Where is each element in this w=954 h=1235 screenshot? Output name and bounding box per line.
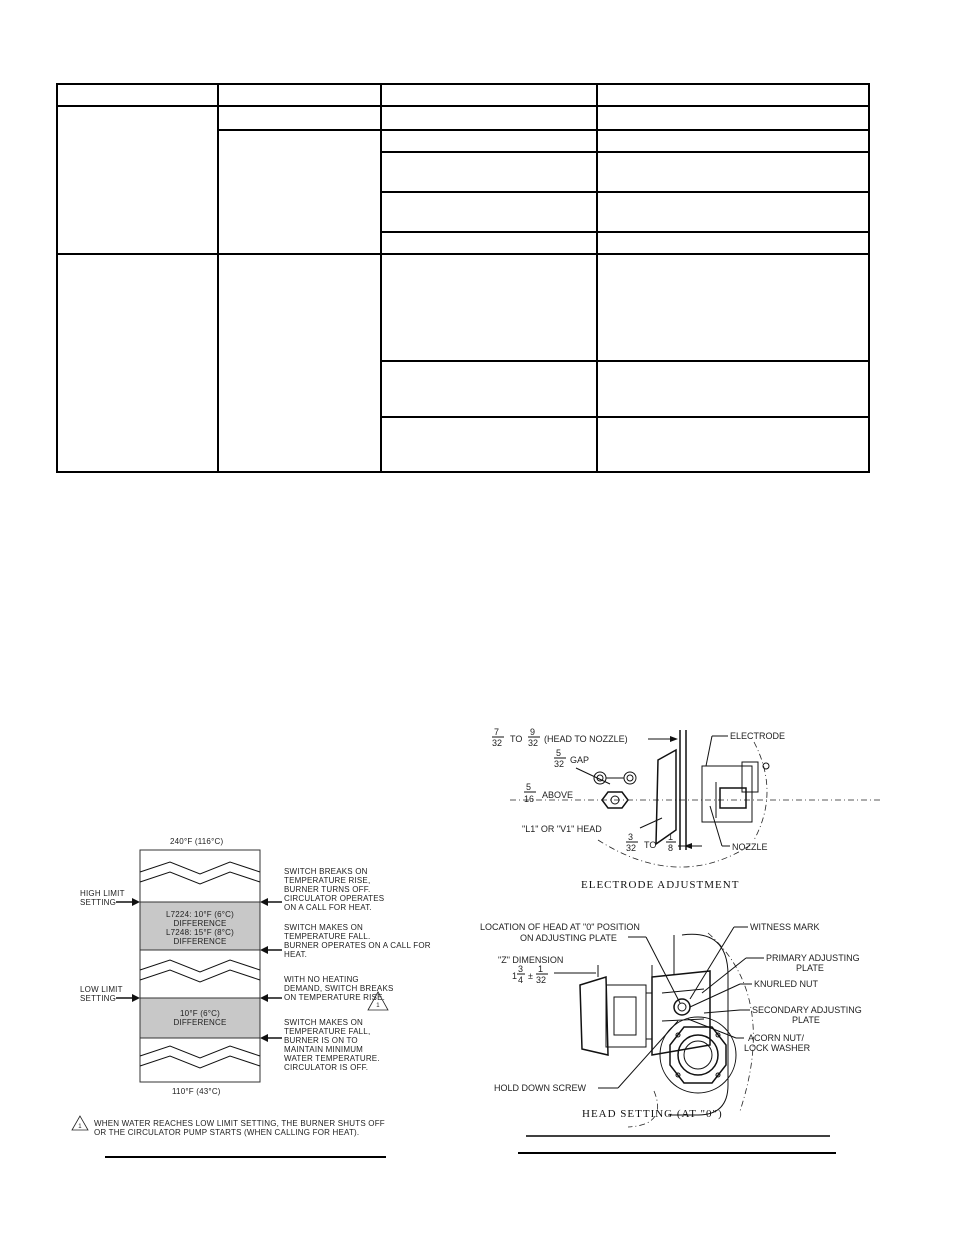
head-setting-diagram [478, 915, 878, 1160]
triangle-number: 1 [376, 1003, 380, 1009]
table-row-rule [380, 191, 868, 193]
note-line: MAINTAIN MINIMUM [284, 1045, 364, 1054]
fraction-denominator: 32 [528, 738, 539, 748]
fraction-denominator: 32 [492, 738, 503, 748]
note-line: TEMPERATURE RISE, [284, 876, 371, 885]
z-whole: 1 [512, 971, 518, 981]
note-line: SWITCH BREAKS ON [284, 867, 368, 876]
gap-label: GAP [570, 755, 590, 765]
table-column-divider [380, 85, 382, 471]
fraction-denominator: 32 [536, 975, 547, 985]
limit-control-diagram [60, 820, 450, 1160]
location-label: ON ADJUSTING PLATE [520, 933, 617, 943]
electrode-caption: ELECTRODE ADJUSTMENT [581, 879, 740, 891]
head-to-nozzle-label: (HEAD TO NOZZLE) [544, 734, 628, 744]
fraction-denominator: 32 [554, 759, 565, 769]
fraction-numerator: 1 [538, 964, 544, 974]
fraction-denominator: 8 [668, 843, 674, 853]
burner-head [656, 750, 676, 844]
table-row-rule [380, 416, 868, 418]
table-row-rule [380, 231, 868, 233]
primary-plate-label: PLATE [796, 963, 824, 973]
table-column-divider [596, 85, 598, 471]
high-limit-label: SETTING [80, 898, 117, 907]
electrode-label: ELECTRODE [730, 731, 786, 741]
to-label: TO [510, 734, 523, 744]
table-row-rule [380, 360, 868, 362]
blower-housing [668, 934, 728, 1115]
high-band-line: DIFFERENCE [173, 937, 227, 946]
table-row-rule [58, 253, 868, 255]
adjusting-knob [674, 999, 690, 1015]
fraction-numerator: 5 [526, 782, 532, 792]
note-line: BURNER OPERATES ON A CALL FOR [284, 941, 431, 950]
low-limit-label: SETTING [80, 994, 117, 1003]
table-header-rule [58, 105, 868, 107]
low-limit-label: LOW LIMIT [80, 985, 123, 994]
bottom-temperature-label: 110°F (43°C) [172, 1087, 221, 1096]
fraction-numerator: 3 [518, 964, 524, 974]
location-label: LOCATION OF HEAD AT "0" POSITION [480, 922, 640, 932]
electrode-adjustment-diagram [480, 722, 900, 894]
fraction-numerator: 1 [668, 832, 674, 842]
high-limit-label: HIGH LIMIT [80, 889, 125, 898]
fraction-numerator: 5 [556, 748, 562, 758]
fraction-denominator: 32 [626, 843, 637, 853]
note-line: CIRCULATOR OPERATES [284, 894, 385, 903]
low-band-line: 10°F (6°C) [180, 1009, 220, 1018]
note-line: WATER TEMPERATURE. [284, 1054, 380, 1063]
fraction-denominator: 4 [518, 975, 524, 985]
acorn-nut-label: ACORN NUT/ [748, 1033, 804, 1043]
note-line: SWITCH MAKES ON [284, 1018, 364, 1027]
table-row-rule [380, 151, 868, 153]
fraction-numerator: 7 [494, 727, 500, 737]
fraction-denominator: 16 [524, 794, 535, 804]
acorn-nut-label: LOCK WASHER [744, 1043, 811, 1053]
plus-minus: ± [528, 971, 533, 981]
high-band-line: L7224: 10°F (6°C) [165, 910, 235, 919]
note-line: ON A CALL FOR HEAT. [284, 903, 372, 912]
secondary-plate-label: PLATE [792, 1015, 820, 1025]
primary-plate-label: PRIMARY ADJUSTING [766, 953, 860, 963]
note-line: SWITCH MAKES ON [284, 923, 364, 932]
footnote-line: OR THE CIRCULATOR PUMP STARTS (WHEN CALLING FOR HEAT). [94, 1128, 360, 1137]
burner-head [580, 977, 608, 1055]
fraction-numerator: 9 [530, 727, 536, 737]
head-type-label: "L1" OR "V1" HEAD [522, 824, 602, 834]
table-column-divider [217, 85, 219, 471]
to-label: TO [644, 840, 657, 850]
nozzle-label: NOZZLE [732, 842, 768, 852]
note-line: BURNER IS ON TO [284, 1036, 358, 1045]
note-line: HEAT. [284, 950, 308, 959]
low-band-line: DIFFERENCE [173, 1018, 227, 1027]
hold-down-screw-label: HOLD DOWN SCREW [494, 1083, 586, 1093]
note-line: TEMPERATURE FALL, [284, 1027, 371, 1036]
high-band-line: L7248: 15°F (8°C) [165, 928, 235, 937]
footnote-line: WHEN WATER REACHES LOW LIMIT SETTING, THE BURNER SHUTS OFF [94, 1119, 385, 1128]
secondary-plate-label: SECONDARY ADJUSTING [752, 1005, 862, 1015]
note-line: TEMPERATURE FALL. [284, 932, 371, 941]
burner-body [652, 971, 710, 1055]
witness-mark-label: WITNESS MARK [750, 922, 820, 932]
note-line: BURNER TURNS OFF. [284, 885, 371, 894]
knurled-nut-label: KNURLED NUT [754, 979, 819, 989]
top-temperature-label: 240°F (116°C) [170, 837, 224, 846]
head-setting-caption: HEAD SETTING (AT "0") [582, 1108, 723, 1120]
note-line: DEMAND, SWITCH BREAKS [284, 984, 394, 993]
table-row-rule [217, 129, 868, 131]
note-line: ON TEMPERATURE RISE. [284, 993, 386, 1002]
fraction-numerator: 3 [628, 832, 634, 842]
note-line: WITH NO HEATING [284, 975, 359, 984]
electrode-assembly [702, 766, 752, 822]
troubleshooting-table [56, 83, 870, 473]
note-line: CIRCULATOR IS OFF. [284, 1063, 369, 1072]
above-label: ABOVE [542, 790, 574, 800]
high-band-line: DIFFERENCE [173, 919, 227, 928]
head-housing [606, 985, 646, 1047]
z-dimension-label: "Z" DIMENSION [498, 955, 564, 965]
footnote-triangle-number: 1 [78, 1124, 82, 1130]
